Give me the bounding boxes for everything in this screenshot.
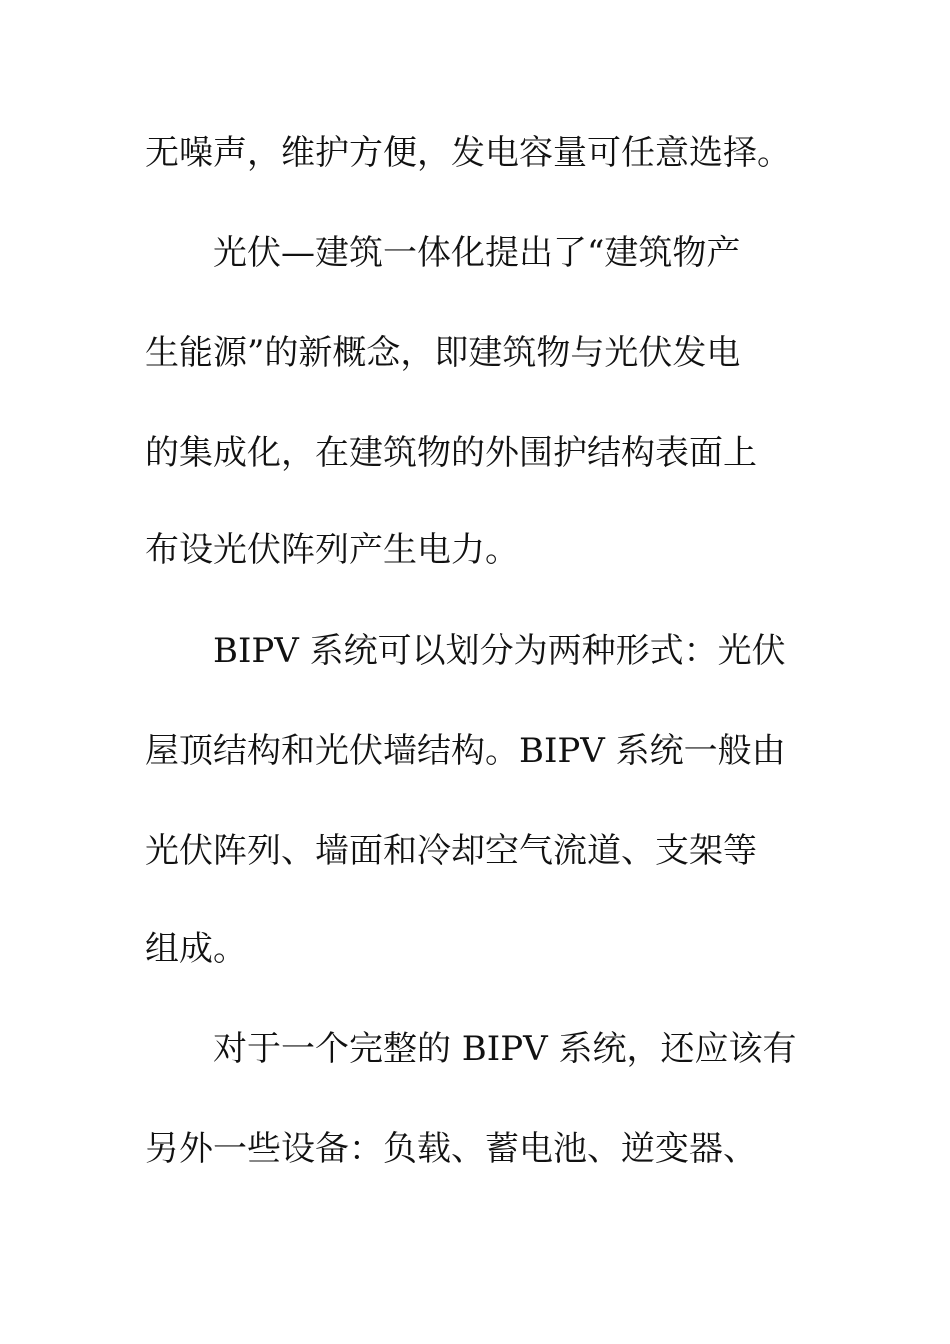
- paragraph-line: 组成。: [145, 929, 247, 969]
- paragraph-line: 另外一些设备：负载、蓄电池、逆变器、: [145, 1129, 757, 1169]
- paragraph-line: 布设光伏阵列产生电力。: [145, 530, 519, 570]
- paragraph-line: BIPV 系统可以划分为两种形式：光伏: [213, 631, 786, 671]
- paragraph-line: 光伏—建筑一体化提出了“建筑物产: [213, 233, 741, 273]
- paragraph-line: 光伏阵列、墙面和冷却空气流道、支架等: [145, 831, 757, 871]
- paragraph-line: 对于一个完整的 BIPV 系统，还应该有: [213, 1029, 797, 1069]
- paragraph-line: 无噪声，维护方便，发电容量可任意选择。: [145, 133, 791, 173]
- paragraph-line: 屋顶结构和光伏墙结构。BIPV 系统一般由: [145, 731, 786, 771]
- paragraph-line: 的集成化，在建筑物的外围护结构表面上: [145, 433, 757, 473]
- paragraph-line: 生能源”的新概念，即建筑物与光伏发电: [145, 333, 741, 373]
